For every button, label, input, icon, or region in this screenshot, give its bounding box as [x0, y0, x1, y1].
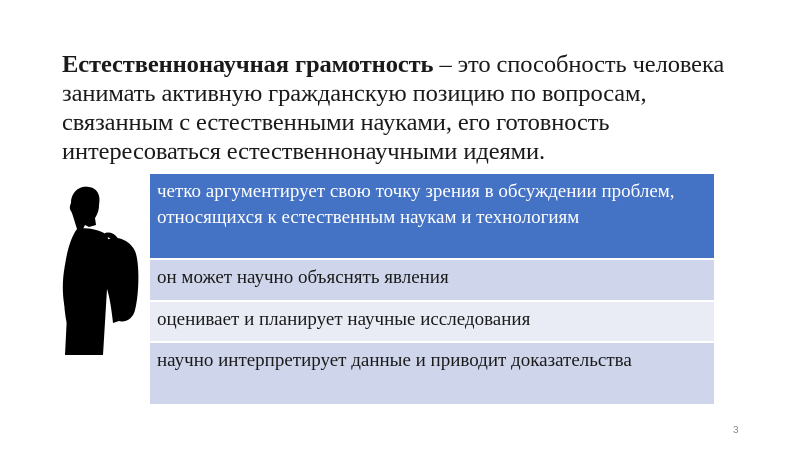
criteria-row-header	[150, 174, 714, 260]
criteria-row	[150, 260, 714, 302]
page-number: 3	[733, 425, 739, 436]
criteria-row	[150, 302, 714, 343]
student-silhouette-icon	[55, 185, 145, 355]
criteria-item-4: научно интерпретирует данные и приводит доказательства	[157, 350, 632, 371]
criteria-table	[150, 174, 714, 406]
criteria-row	[150, 343, 714, 406]
definition-term: Естественнонаучная грамотность	[62, 51, 434, 78]
criteria-item-3: оценивает и планирует научные исследования	[157, 309, 531, 330]
criteria-item-1: четко аргументирует свою точку зрения в обсуждении проблем, относящихся к естественным наукам и технологиям	[157, 181, 675, 228]
criteria-item-2: он может научно объяснять явления	[157, 267, 449, 288]
definition-text	[62, 50, 752, 166]
definition-body: – это способность человека занимать активную гражданскую позицию по вопросам, связанным с естественными науками, его готовность интересоваться естественнонаучными идеями.	[62, 51, 725, 165]
